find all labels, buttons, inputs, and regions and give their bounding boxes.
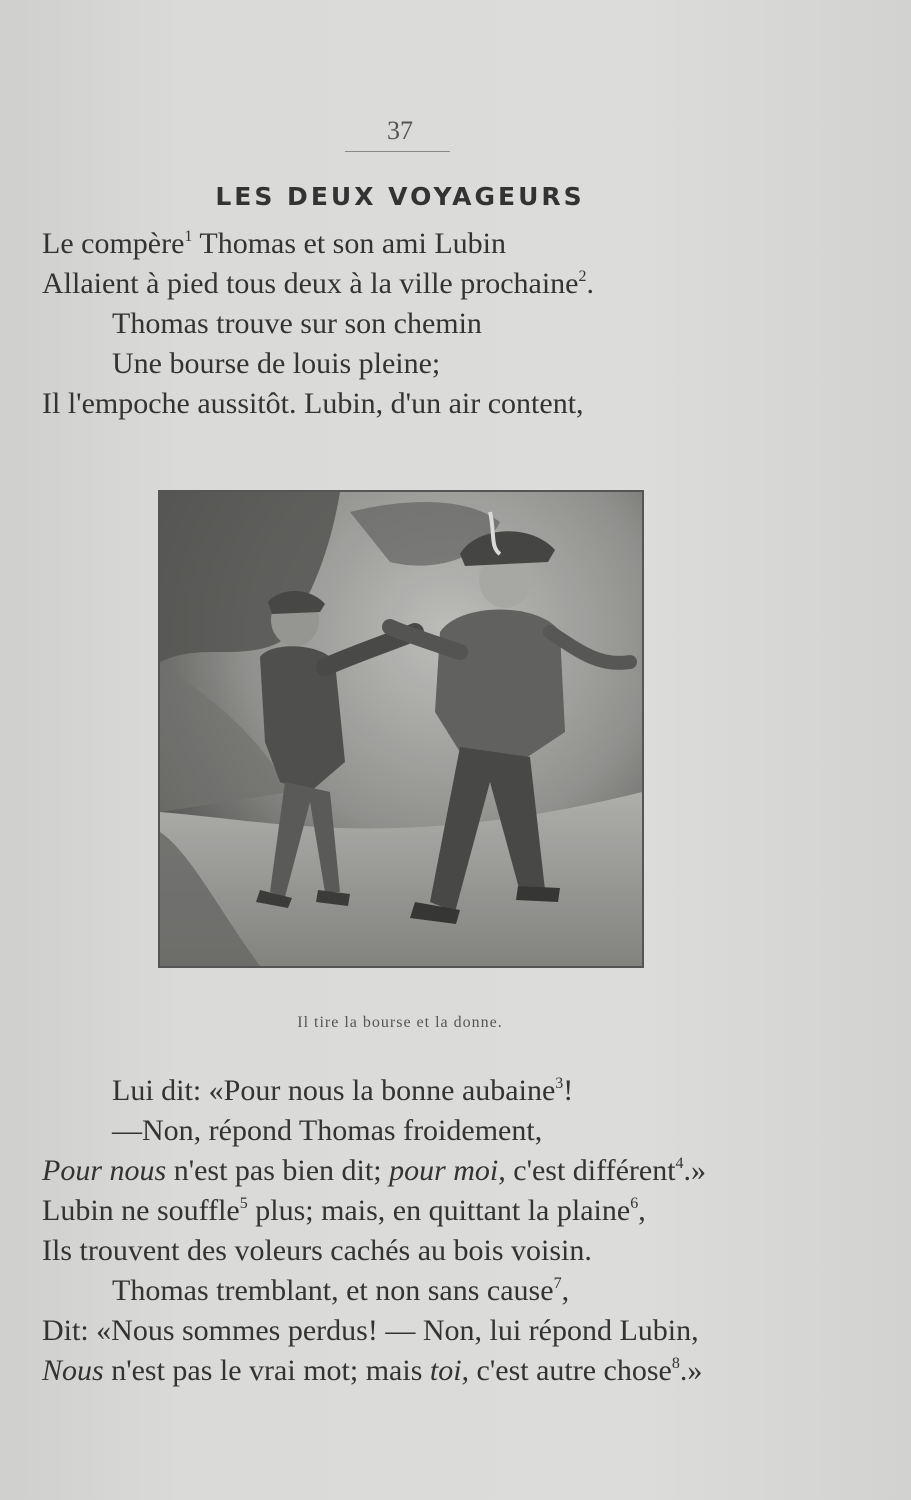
verse-line: Pour nous n'est pas bien dit; pour moi, c'est différent$^4$.» [42,1154,707,1187]
verse-line: Lui dit: «Pour nous la bonne aubaine$^3$! [112,1074,574,1107]
verse-line: Dit: «Nous sommes perdus! — Non, lui répond Lubin, [42,1314,699,1347]
verse-line: Nous n'est pas le vrai mot; mais toi, c'est autre chose$^8$.» [42,1354,703,1387]
verse-line: Ils trouvent des voleurs cachés au bois voisin. [42,1234,592,1267]
page-number-rule [345,151,450,152]
stanza-2 [0,1071,911,1391]
illustration [158,490,644,968]
illustration-caption: Il tire la bourse et la donne. [297,1014,503,1031]
engraving-two-travelers-illustration [160,492,642,966]
stanza-1 [0,224,911,424]
verse-line: Il l'empoche aussitôt. Lubin, d'un air content, [42,387,584,420]
page-number: 37 [387,116,413,145]
poem-title: LES DEUX VOYAGEURS [215,182,585,211]
verse-line: Lubin ne souffle$^5$ plus; mais, en quittant la plaine$^6$, [42,1194,646,1227]
verse-line: Thomas trouve sur son chemin [112,307,482,340]
verse-line: Une bourse de louis pleine; [112,347,441,380]
verse-line: Thomas tremblant, et non sans cause$^7$, [112,1274,570,1307]
verse-line: Le compère$^1$ Thomas et son ami Lubin [42,227,507,260]
verse-line: —Non, répond Thomas froidement, [112,1114,543,1147]
verse-line: Allaient à pied tous deux à la ville prochaine$^2$. [42,267,594,300]
